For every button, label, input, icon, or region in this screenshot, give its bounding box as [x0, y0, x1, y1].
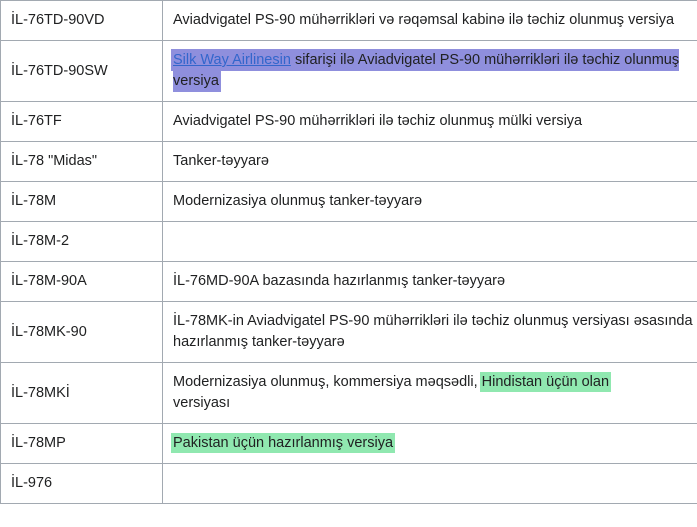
green-highlight: Pakistan üçün hazırlanmış versiya [173, 435, 394, 452]
table-row [1, 1, 697, 41]
description-text: Tanker-təyyarə [173, 153, 269, 170]
description-text: İL-76MD-90A bazasında hazırlanmış tanker-təyyarə [173, 273, 506, 290]
variant-name-cell: İL-78MK-90 [1, 302, 163, 363]
variant-description-cell [163, 41, 697, 102]
variant-name-cell: İL-78MKİ [1, 363, 163, 424]
variant-name-cell: İL-78M-2 [1, 222, 163, 262]
variant-name-cell: İL-78 "Midas" [1, 142, 163, 182]
table-row [1, 41, 697, 102]
variant-name-cell: İL-76TD-90SW [1, 41, 163, 102]
silk-way-airlines-link[interactable]: Silk Way Airlinesin [173, 52, 291, 69]
variant-name-cell: İL-78M [1, 182, 163, 222]
description-text: sifarişi ilə Aviadvigatel PS-90 mühərrikləri ilə təchiz olunmuş versiya [173, 52, 680, 90]
variant-description-cell [163, 424, 697, 464]
variant-description-cell [163, 363, 697, 424]
variant-name-cell: İL-76TD-90VD [1, 1, 163, 41]
description-text: Modernizasiya olunmuş, kommersiya məqsədli, [173, 374, 482, 391]
variant-name-cell: İL-76TF [1, 102, 163, 142]
variant-description-cell [163, 302, 697, 363]
variant-name-cell: İL-78MP [1, 424, 163, 464]
description-text: Aviadvigatel PS-90 mühərrikləri ilə təchiz olunmuş mülki versiya [173, 113, 583, 130]
variant-description-cell [163, 182, 697, 222]
variant-description-cell [163, 142, 697, 182]
description-text: Modernizasiya olunmuş tanker-təyyarə [173, 193, 423, 210]
table-row [1, 464, 697, 504]
table-row [1, 102, 697, 142]
green-highlight: Hindistan üçün olan [481, 374, 610, 391]
variant-name-cell: İL-78M-90A [1, 262, 163, 302]
table-row [1, 182, 697, 222]
variant-description-cell [163, 102, 697, 142]
table-row [1, 424, 697, 464]
table-row [1, 222, 697, 262]
variant-name-cell: İL-976 [1, 464, 163, 504]
description-text: Aviadvigatel PS-90 mühərrikləri və rəqəmsal kabinə ilə təchiz olunmuş versiya [173, 12, 675, 28]
description-text: versiyası [173, 395, 231, 412]
table-row [1, 302, 697, 363]
variant-description-cell [163, 1, 697, 41]
table-row [1, 363, 697, 424]
description-text: İL-78MK-in Aviadvigatel PS-90 mühərrikləri ilə təchiz olunmuş versiyası əsasında hazırlanmış tanker-təyyarə [173, 313, 693, 351]
table-row [1, 262, 697, 302]
blue-highlight [173, 51, 679, 90]
variant-description-cell [163, 262, 697, 302]
variant-description-cell [163, 464, 697, 504]
variant-description-cell [163, 222, 697, 262]
table-row [1, 142, 697, 182]
